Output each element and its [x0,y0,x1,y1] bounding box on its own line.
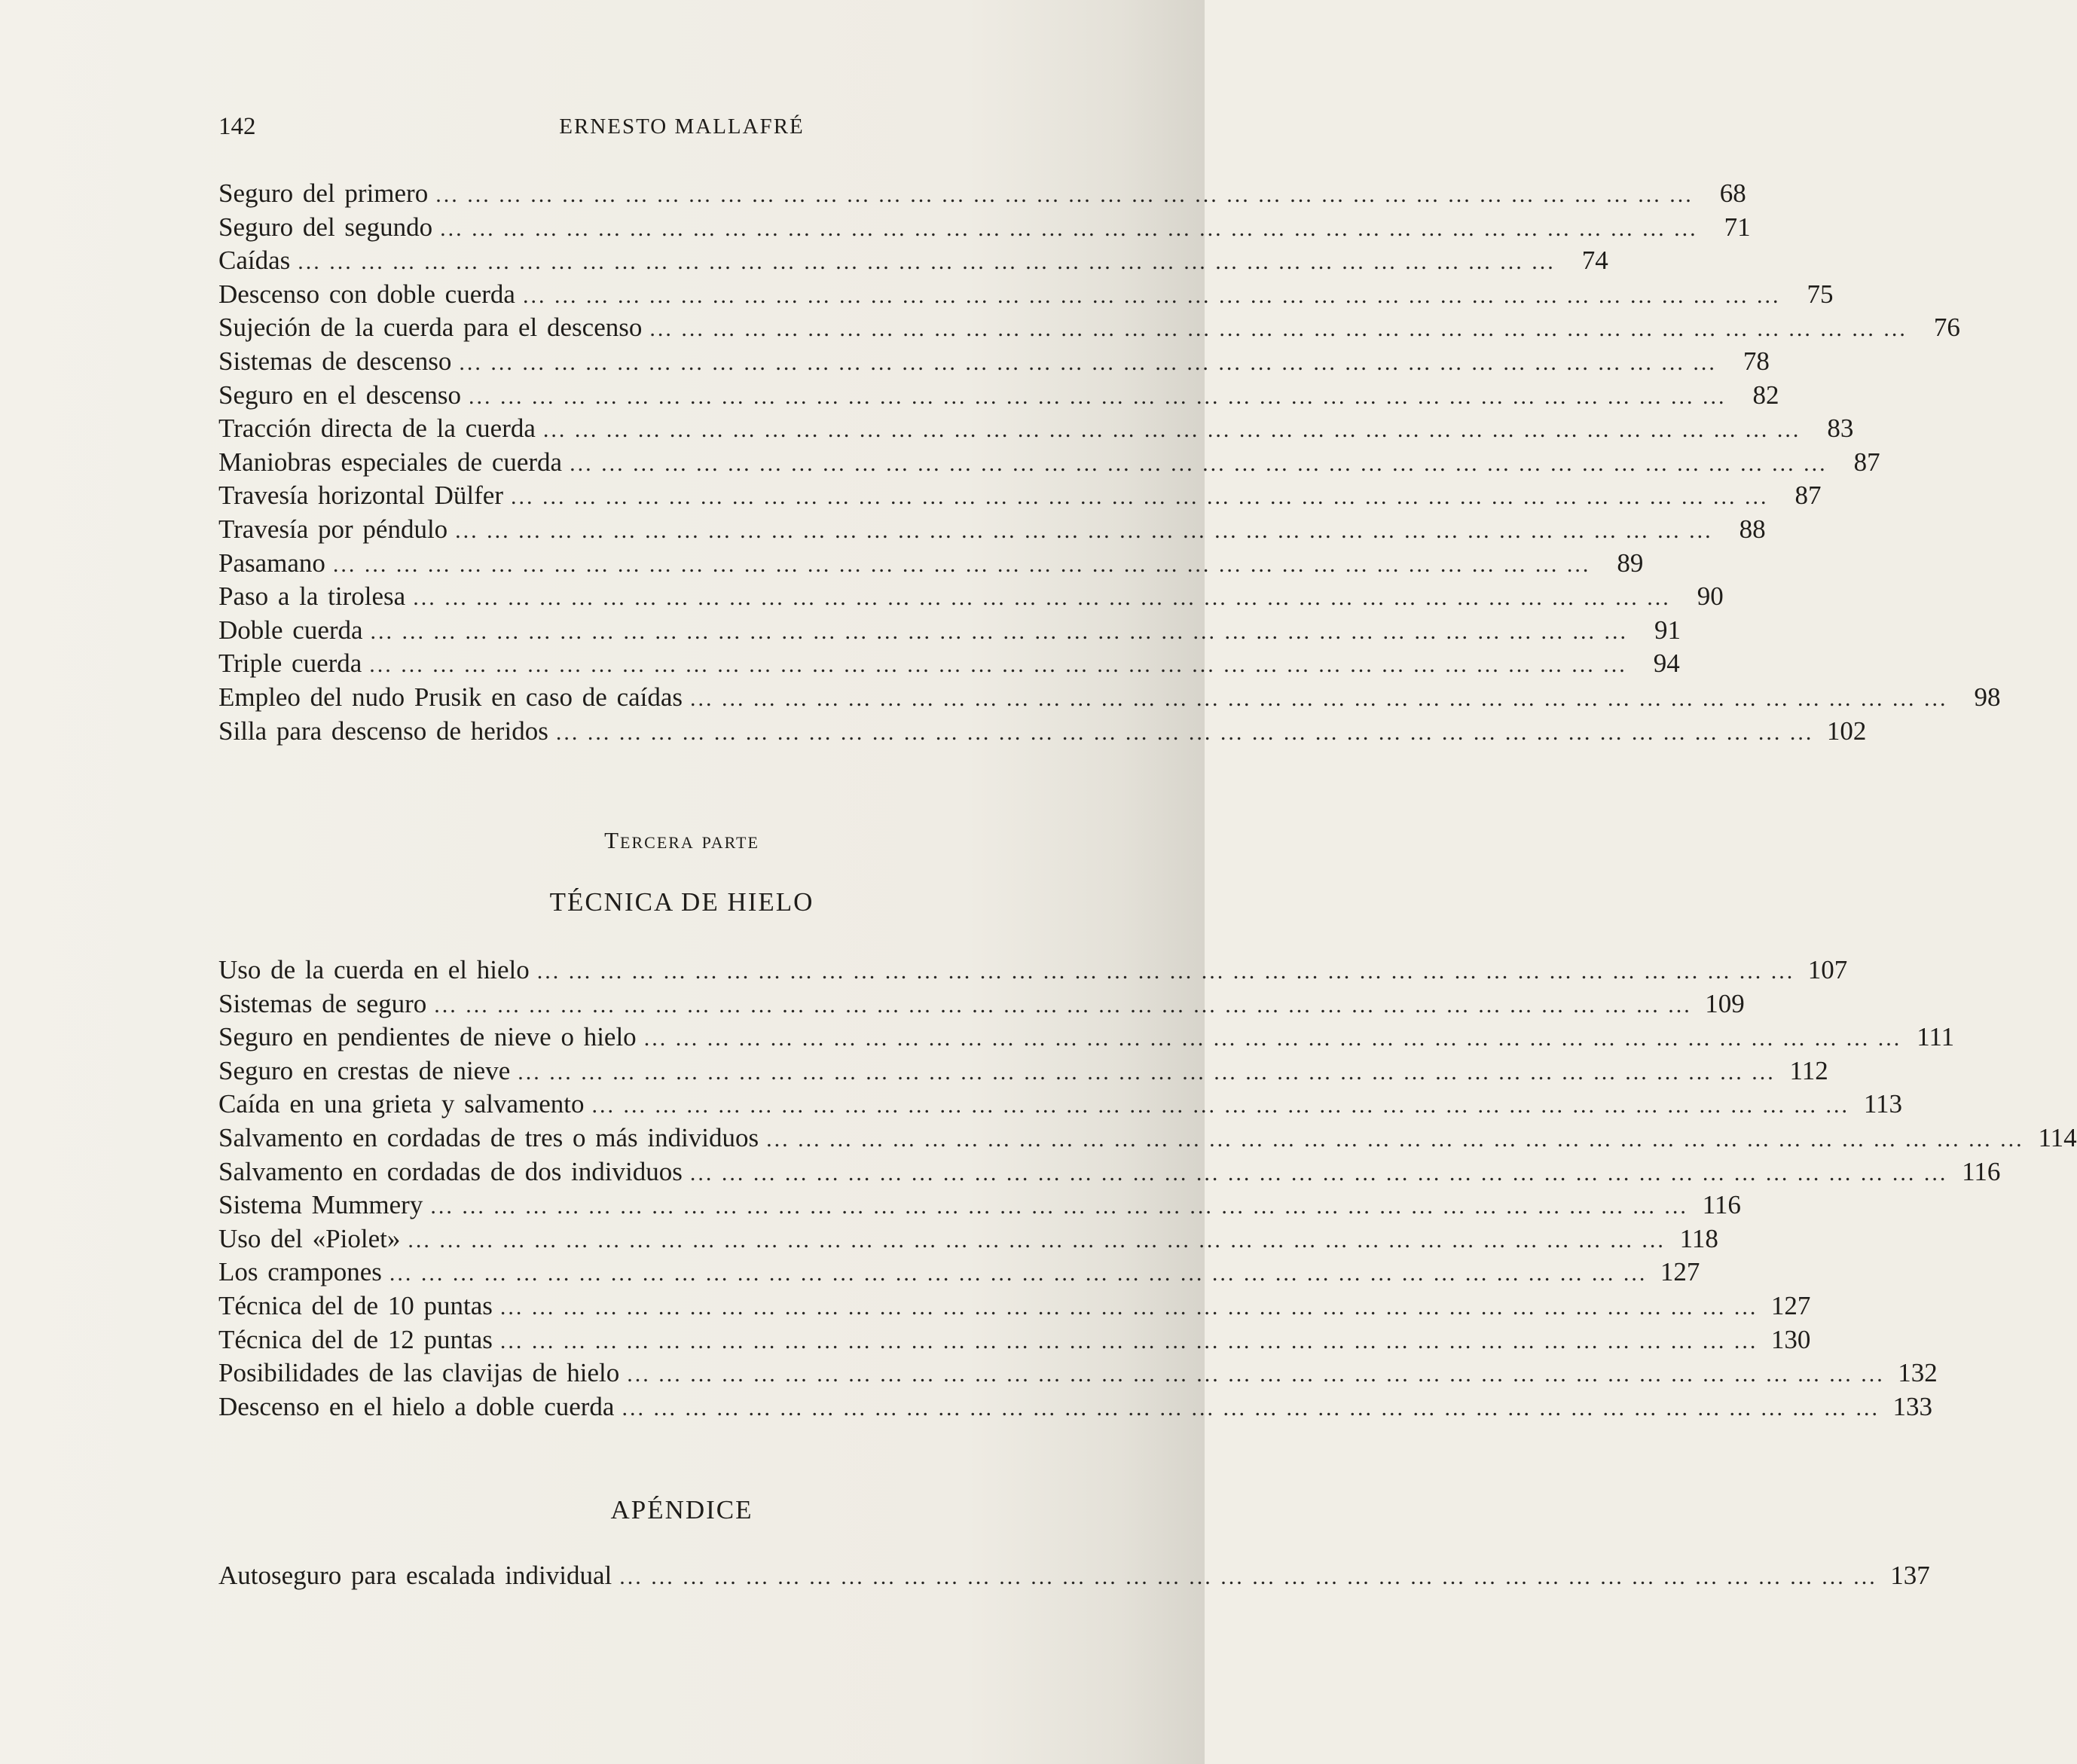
toc-entry-title: Sistemas de seguro [218,988,427,1018]
dot-leader: ... ... ... ... ... ... ... ... ... ... ... ... ... ... ... ... ... ... ... ... ... ... ... ... ... ... ... ... ... ... ... ... ... ... ... ... ... ... ... ... [440,215,1698,241]
dot-leader: ... ... ... ... ... ... ... ... ... ... ... ... ... ... ... ... ... ... ... ... ... ... ... ... ... ... ... ... ... ... ... ... ... ... ... ... ... ... ... ... [469,383,1727,409]
dot-leader: ... ... ... ... ... ... ... ... ... ... ... ... ... ... ... ... ... ... ... ... ... ... ... ... ... ... ... ... ... ... ... ... ... ... ... ... ... ... ... ... [689,1160,1948,1186]
toc-list-section-3 [218,1559,1930,1593]
toc-entry-title: Triple cuerda [218,649,362,679]
toc-entry-title: Descenso con doble cuerda [218,279,515,309]
toc-entry-page: 87 [1794,481,1822,511]
toc-entry [218,1323,1811,1357]
toc-entry-title: Posibilidades de las clavijas de hielo [218,1358,620,1388]
dot-leader: ... ... ... ... ... ... ... ... ... ... ... ... ... ... ... ... ... ... ... ... ... ... ... ... ... ... ... ... ... ... ... ... ... ... ... ... ... ... ... ... [499,1328,1758,1354]
toc-entry-page: 87 [1853,447,1880,477]
toc-entry-title: Técnica del de 10 puntas [218,1290,493,1320]
toc-entry-title: Seguro del segundo [218,212,433,242]
toc-entry [218,1357,1938,1390]
toc-entry-page: 83 [1827,414,1854,444]
toc-entry-title: Los crampones [218,1257,382,1287]
dot-leader: ... ... ... ... ... ... ... ... ... ... ... ... ... ... ... ... ... ... ... ... ... ... ... ... ... ... ... ... ... ... ... ... ... ... ... ... ... ... ... ... [298,249,1556,275]
dot-leader: ... ... ... ... ... ... ... ... ... ... ... ... ... ... ... ... ... ... ... ... ... ... ... ... ... ... ... ... ... ... ... ... ... ... ... ... ... ... ... ... [408,1227,1666,1253]
toc-entry-page: 74 [1581,246,1608,276]
toc-entry-page: 78 [1743,346,1770,376]
toc-entry-page: 114 [2038,1122,2077,1152]
toc-entry-title: Pasamano [218,548,325,578]
toc-entry-page: 137 [1890,1561,1930,1590]
dot-leader: ... ... ... ... ... ... ... ... ... ... ... ... ... ... ... ... ... ... ... ... ... ... ... ... ... ... ... ... ... ... ... ... ... ... ... ... ... ... ... ... [389,1261,1648,1286]
toc-entry [218,681,2001,715]
page-number: 142 [218,113,256,140]
dot-leader: ... ... ... ... ... ... ... ... ... ... ... ... ... ... ... ... ... ... ... ... ... ... ... ... ... ... ... ... ... ... ... ... ... ... ... ... ... ... ... ... [370,618,1629,644]
toc-entry-title: Empleo del nudo Prusik en caso de caídas [218,682,683,712]
dot-leader: ... ... ... ... ... ... ... ... ... ... ... ... ... ... ... ... ... ... ... ... ... ... ... ... ... ... ... ... ... ... ... ... ... ... ... ... ... ... ... ... [622,1395,1880,1421]
toc-entry-title: Caídas [218,246,291,276]
toc-entry-title: Seguro del primero [218,179,429,208]
toc-entry-title: Doble cuerda [218,615,363,645]
dot-leader: ... ... ... ... ... ... ... ... ... ... ... ... ... ... ... ... ... ... ... ... ... ... ... ... ... ... ... ... ... ... ... ... ... ... ... ... ... ... ... ... [522,282,1781,308]
toc-entry [218,379,1779,413]
dot-leader: ... ... ... ... ... ... ... ... ... ... ... ... ... ... ... ... ... ... ... ... ... ... ... ... ... ... ... ... ... ... ... ... ... ... ... ... ... ... ... ... [518,1059,1776,1085]
dot-leader: ... ... ... ... ... ... ... ... ... ... ... ... ... ... ... ... ... ... ... ... ... ... ... ... ... ... ... ... ... ... ... ... ... ... ... ... ... ... ... ... [591,1093,1850,1119]
toc-entry [218,1054,1828,1088]
toc-entry-title: Salvamento en cordadas de tres o más individuos [218,1122,759,1152]
toc-list-section-1 [218,177,2001,748]
toc-entry [218,1122,2077,1155]
toc-entry [218,987,1745,1021]
toc-entry-page: 102 [1826,716,1867,746]
toc-entry-page: 94 [1653,649,1680,679]
toc-entry [218,647,1680,681]
toc-entry-page: 90 [1697,581,1724,612]
toc-entry-title: Uso del «Piolet» [218,1223,401,1253]
toc-entry [218,177,1746,211]
dot-leader: ... ... ... ... ... ... ... ... ... ... ... ... ... ... ... ... ... ... ... ... ... ... ... ... ... ... ... ... ... ... ... ... ... ... ... ... ... ... ... ... [430,1194,1688,1219]
toc-entry [218,479,1822,513]
toc-entry-title: Travesía por péndulo [218,514,448,544]
toc-entry [218,1390,1932,1424]
toc-entry [218,345,1770,379]
toc-entry-page: 75 [1807,279,1834,309]
toc-entry [218,954,1848,987]
toc-entry-page: 132 [1898,1358,1938,1388]
toc-entry [218,278,1834,312]
toc-entry [218,446,1880,480]
toc-entry-page: 127 [1770,1290,1811,1320]
dot-leader: ... ... ... ... ... ... ... ... ... ... ... ... ... ... ... ... ... ... ... ... ... ... ... ... ... ... ... ... ... ... ... ... ... ... ... ... ... ... ... ... [690,685,1948,711]
dot-leader: ... ... ... ... ... ... ... ... ... ... ... ... ... ... ... ... ... ... ... ... ... ... ... ... ... ... ... ... ... ... ... ... ... ... ... ... ... ... ... ... [643,1026,1902,1051]
toc-entry [218,244,1608,278]
toc-entry [218,1189,1741,1222]
toc-entry [218,1088,1903,1122]
toc-entry [218,1289,1811,1323]
running-title: ERNESTO MALLAFRÉ [559,114,805,139]
toc-entry [218,547,1644,581]
toc-entry-page: 88 [1739,514,1766,544]
section-title-hielo: TÉCNICA DE HIELO [549,887,814,917]
toc-entry-page: 98 [1974,682,2001,712]
toc-entry-page: 91 [1654,615,1681,645]
toc-entry-title: Sistema Mummery [218,1190,423,1220]
dot-leader: ... ... ... ... ... ... ... ... ... ... ... ... ... ... ... ... ... ... ... ... ... ... ... ... ... ... ... ... ... ... ... ... ... ... ... ... ... ... ... ... [499,1294,1758,1320]
toc-entry-page: 76 [1933,313,1960,343]
toc-entry-page: 71 [1724,212,1751,242]
toc-entry [218,513,1766,547]
toc-entry-page: 116 [1702,1190,1741,1220]
dot-leader: ... ... ... ... ... ... ... ... ... ... ... ... ... ... ... ... ... ... ... ... ... ... ... ... ... ... ... ... ... ... ... ... ... ... ... ... ... ... ... ... [511,484,1769,510]
toc-entry-page: 130 [1770,1324,1811,1354]
toc-entry-title: Seguro en crestas de nieve [218,1055,511,1085]
toc-entry [218,412,1854,446]
dot-leader: ... ... ... ... ... ... ... ... ... ... ... ... ... ... ... ... ... ... ... ... ... ... ... ... ... ... ... ... ... ... ... ... ... ... ... ... ... ... ... ... [459,349,1717,375]
section-title-apendice: APÉNDICE [610,1495,753,1524]
toc-entry-page: 133 [1892,1391,1932,1421]
toc-entry-title: Maniobras especiales de cuerda [218,447,563,477]
dot-leader: ... ... ... ... ... ... ... ... ... ... ... ... ... ... ... ... ... ... ... ... ... ... ... ... ... ... ... ... ... ... ... ... ... ... ... ... ... ... ... ... [369,652,1627,678]
toc-entry-page: 127 [1660,1257,1700,1287]
toc-entry-page: 107 [1807,955,1848,984]
dot-leader: ... ... ... ... ... ... ... ... ... ... ... ... ... ... ... ... ... ... ... ... ... ... ... ... ... ... ... ... ... ... ... ... ... ... ... ... ... ... ... ... [435,182,1694,207]
toc-entry [218,715,1867,749]
toc-entry-page: 111 [1917,1022,1955,1052]
toc-entry-title: Travesía horizontal Dülfer [218,481,503,511]
dot-leader: ... ... ... ... ... ... ... ... ... ... ... ... ... ... ... ... ... ... ... ... ... ... ... ... ... ... ... ... ... ... ... ... ... ... ... ... ... ... ... ... [570,450,1828,476]
dot-leader: ... ... ... ... ... ... ... ... ... ... ... ... ... ... ... ... ... ... ... ... ... ... ... ... ... ... ... ... ... ... ... ... ... ... ... ... ... ... ... ... [542,417,1801,443]
toc-entry [218,1155,2001,1189]
section-kicker: Tercera parte [604,827,759,853]
toc-entry-title: Uso de la cuerda en el hielo [218,955,530,984]
toc-entry-title: Autoseguro para escalada individual [218,1561,612,1590]
toc-entry-page: 113 [1863,1089,1903,1119]
toc-entry-page: 68 [1719,179,1746,208]
toc-entry-title: Caída en una grieta y salvamento [218,1089,585,1119]
dot-leader: ... ... ... ... ... ... ... ... ... ... ... ... ... ... ... ... ... ... ... ... ... ... ... ... ... ... ... ... ... ... ... ... ... ... ... ... ... ... ... ... [455,517,1713,543]
toc-entry-title: Paso a la tirolesa [218,581,406,612]
dot-leader: ... ... ... ... ... ... ... ... ... ... ... ... ... ... ... ... ... ... ... ... ... ... ... ... ... ... ... ... ... ... ... ... ... ... ... ... ... ... ... ... [434,992,1692,1018]
dot-leader: ... ... ... ... ... ... ... ... ... ... ... ... ... ... ... ... ... ... ... ... ... ... ... ... ... ... ... ... ... ... ... ... ... ... ... ... ... ... ... ... [627,1362,1885,1387]
toc-entry-title: Silla para descenso de heridos [218,716,548,746]
toc-entry-page: 116 [1962,1156,2001,1186]
toc-entry [218,1559,1930,1593]
toc-entry [218,1222,1718,1256]
toc-entry-title: Tracción directa de la cuerda [218,414,536,444]
toc-entry-title: Sistemas de descenso [218,346,452,376]
dot-leader: ... ... ... ... ... ... ... ... ... ... ... ... ... ... ... ... ... ... ... ... ... ... ... ... ... ... ... ... ... ... ... ... ... ... ... ... ... ... ... ... [413,585,1671,611]
dot-leader: ... ... ... ... ... ... ... ... ... ... ... ... ... ... ... ... ... ... ... ... ... ... ... ... ... ... ... ... ... ... ... ... ... ... ... ... ... ... ... ... [332,551,1591,577]
toc-entry-title: Seguro en el descenso [218,380,462,410]
toc-entry [218,614,1681,648]
dot-leader: ... ... ... ... ... ... ... ... ... ... ... ... ... ... ... ... ... ... ... ... ... ... ... ... ... ... ... ... ... ... ... ... ... ... ... ... ... ... ... ... [619,1564,1877,1589]
toc-entry-page: 82 [1752,380,1779,410]
toc-entry-page: 112 [1789,1055,1828,1085]
toc-entry [218,311,1960,345]
toc-entry-page: 89 [1617,548,1644,578]
dot-leader: ... ... ... ... ... ... ... ... ... ... ... ... ... ... ... ... ... ... ... ... ... ... ... ... ... ... ... ... ... ... ... ... ... ... ... ... ... ... ... ... [555,719,1814,745]
dot-leader: ... ... ... ... ... ... ... ... ... ... ... ... ... ... ... ... ... ... ... ... ... ... ... ... ... ... ... ... ... ... ... ... ... ... ... ... ... ... ... ... [649,316,1907,342]
toc-entry-title: Técnica del de 12 puntas [218,1324,493,1354]
toc-entry-title: Seguro en pendientes de nieve o hielo [218,1022,637,1052]
toc-entry [218,211,1751,245]
dot-leader: ... ... ... ... ... ... ... ... ... ... ... ... ... ... ... ... ... ... ... ... ... ... ... ... ... ... ... ... ... ... ... ... ... ... ... ... ... ... ... ... [536,959,1795,984]
dot-leader: ... ... ... ... ... ... ... ... ... ... ... ... ... ... ... ... ... ... ... ... ... ... ... ... ... ... ... ... ... ... ... ... ... ... ... ... ... ... ... ... [766,1126,2024,1152]
running-head [218,113,1145,143]
toc-entry-title: Sujeción de la cuerda para el descenso [218,313,643,343]
toc-entry [218,580,1724,614]
toc-entry [218,1256,1700,1289]
toc-entry-page: 109 [1705,988,1745,1018]
toc-entry [218,1021,1955,1054]
toc-entry-title: Descenso en el hielo a doble cuerda [218,1391,615,1421]
toc-entry-title: Salvamento en cordadas de dos individuos [218,1156,683,1186]
toc-list-section-2 [218,954,2077,1424]
toc-entry-page: 118 [1679,1223,1718,1253]
